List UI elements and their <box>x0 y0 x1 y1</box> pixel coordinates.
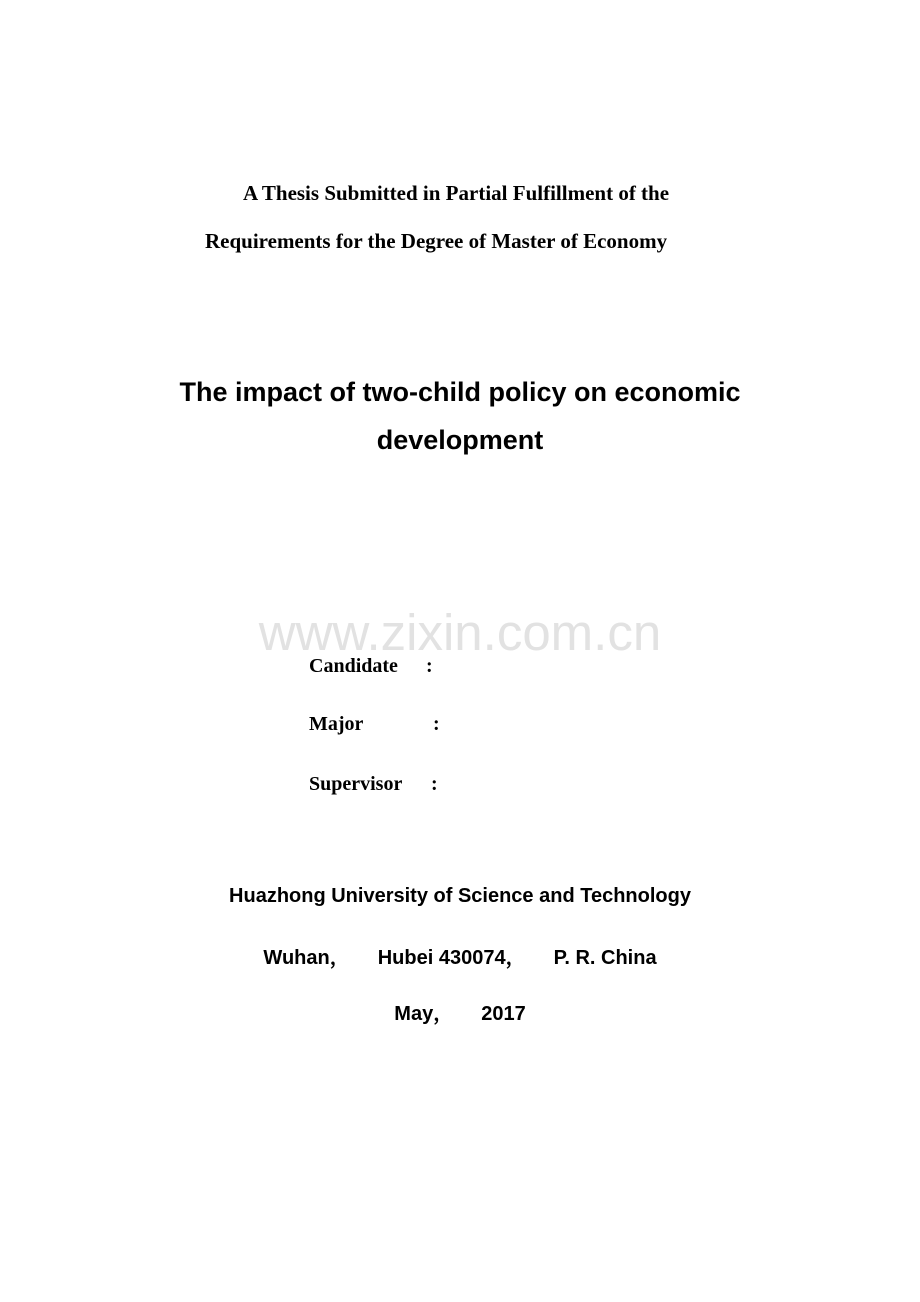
date-year: 2017 <box>481 1003 526 1025</box>
submission-date <box>0 997 920 1026</box>
thesis-statement-line-2: Requirements for the Degree of Master of Economy <box>205 229 668 253</box>
watermark: www.zixin.com.cn <box>258 604 662 661</box>
candidate-colon: : <box>426 655 433 677</box>
candidate-label: Candidate <box>309 655 398 677</box>
supervisor-colon: : <box>431 773 438 795</box>
address-country: P. R. China <box>553 947 657 969</box>
date-month: May， <box>394 1003 454 1025</box>
major-label: Major <box>309 713 364 735</box>
major-colon: : <box>433 713 440 735</box>
thesis-statement-line-1: A Thesis Submitted in Partial Fulfillment of the <box>243 181 670 205</box>
university-address <box>0 941 920 970</box>
thesis-title-line-2: development <box>376 425 544 455</box>
thesis-title-line-1: The impact of two-child policy on economic <box>179 377 741 407</box>
university-name: Huazhong University of Science and Technology <box>229 885 691 907</box>
address-province: Hubei 430074， <box>377 947 526 969</box>
supervisor-label: Supervisor <box>309 773 403 795</box>
address-city: Wuhan， <box>263 947 350 969</box>
